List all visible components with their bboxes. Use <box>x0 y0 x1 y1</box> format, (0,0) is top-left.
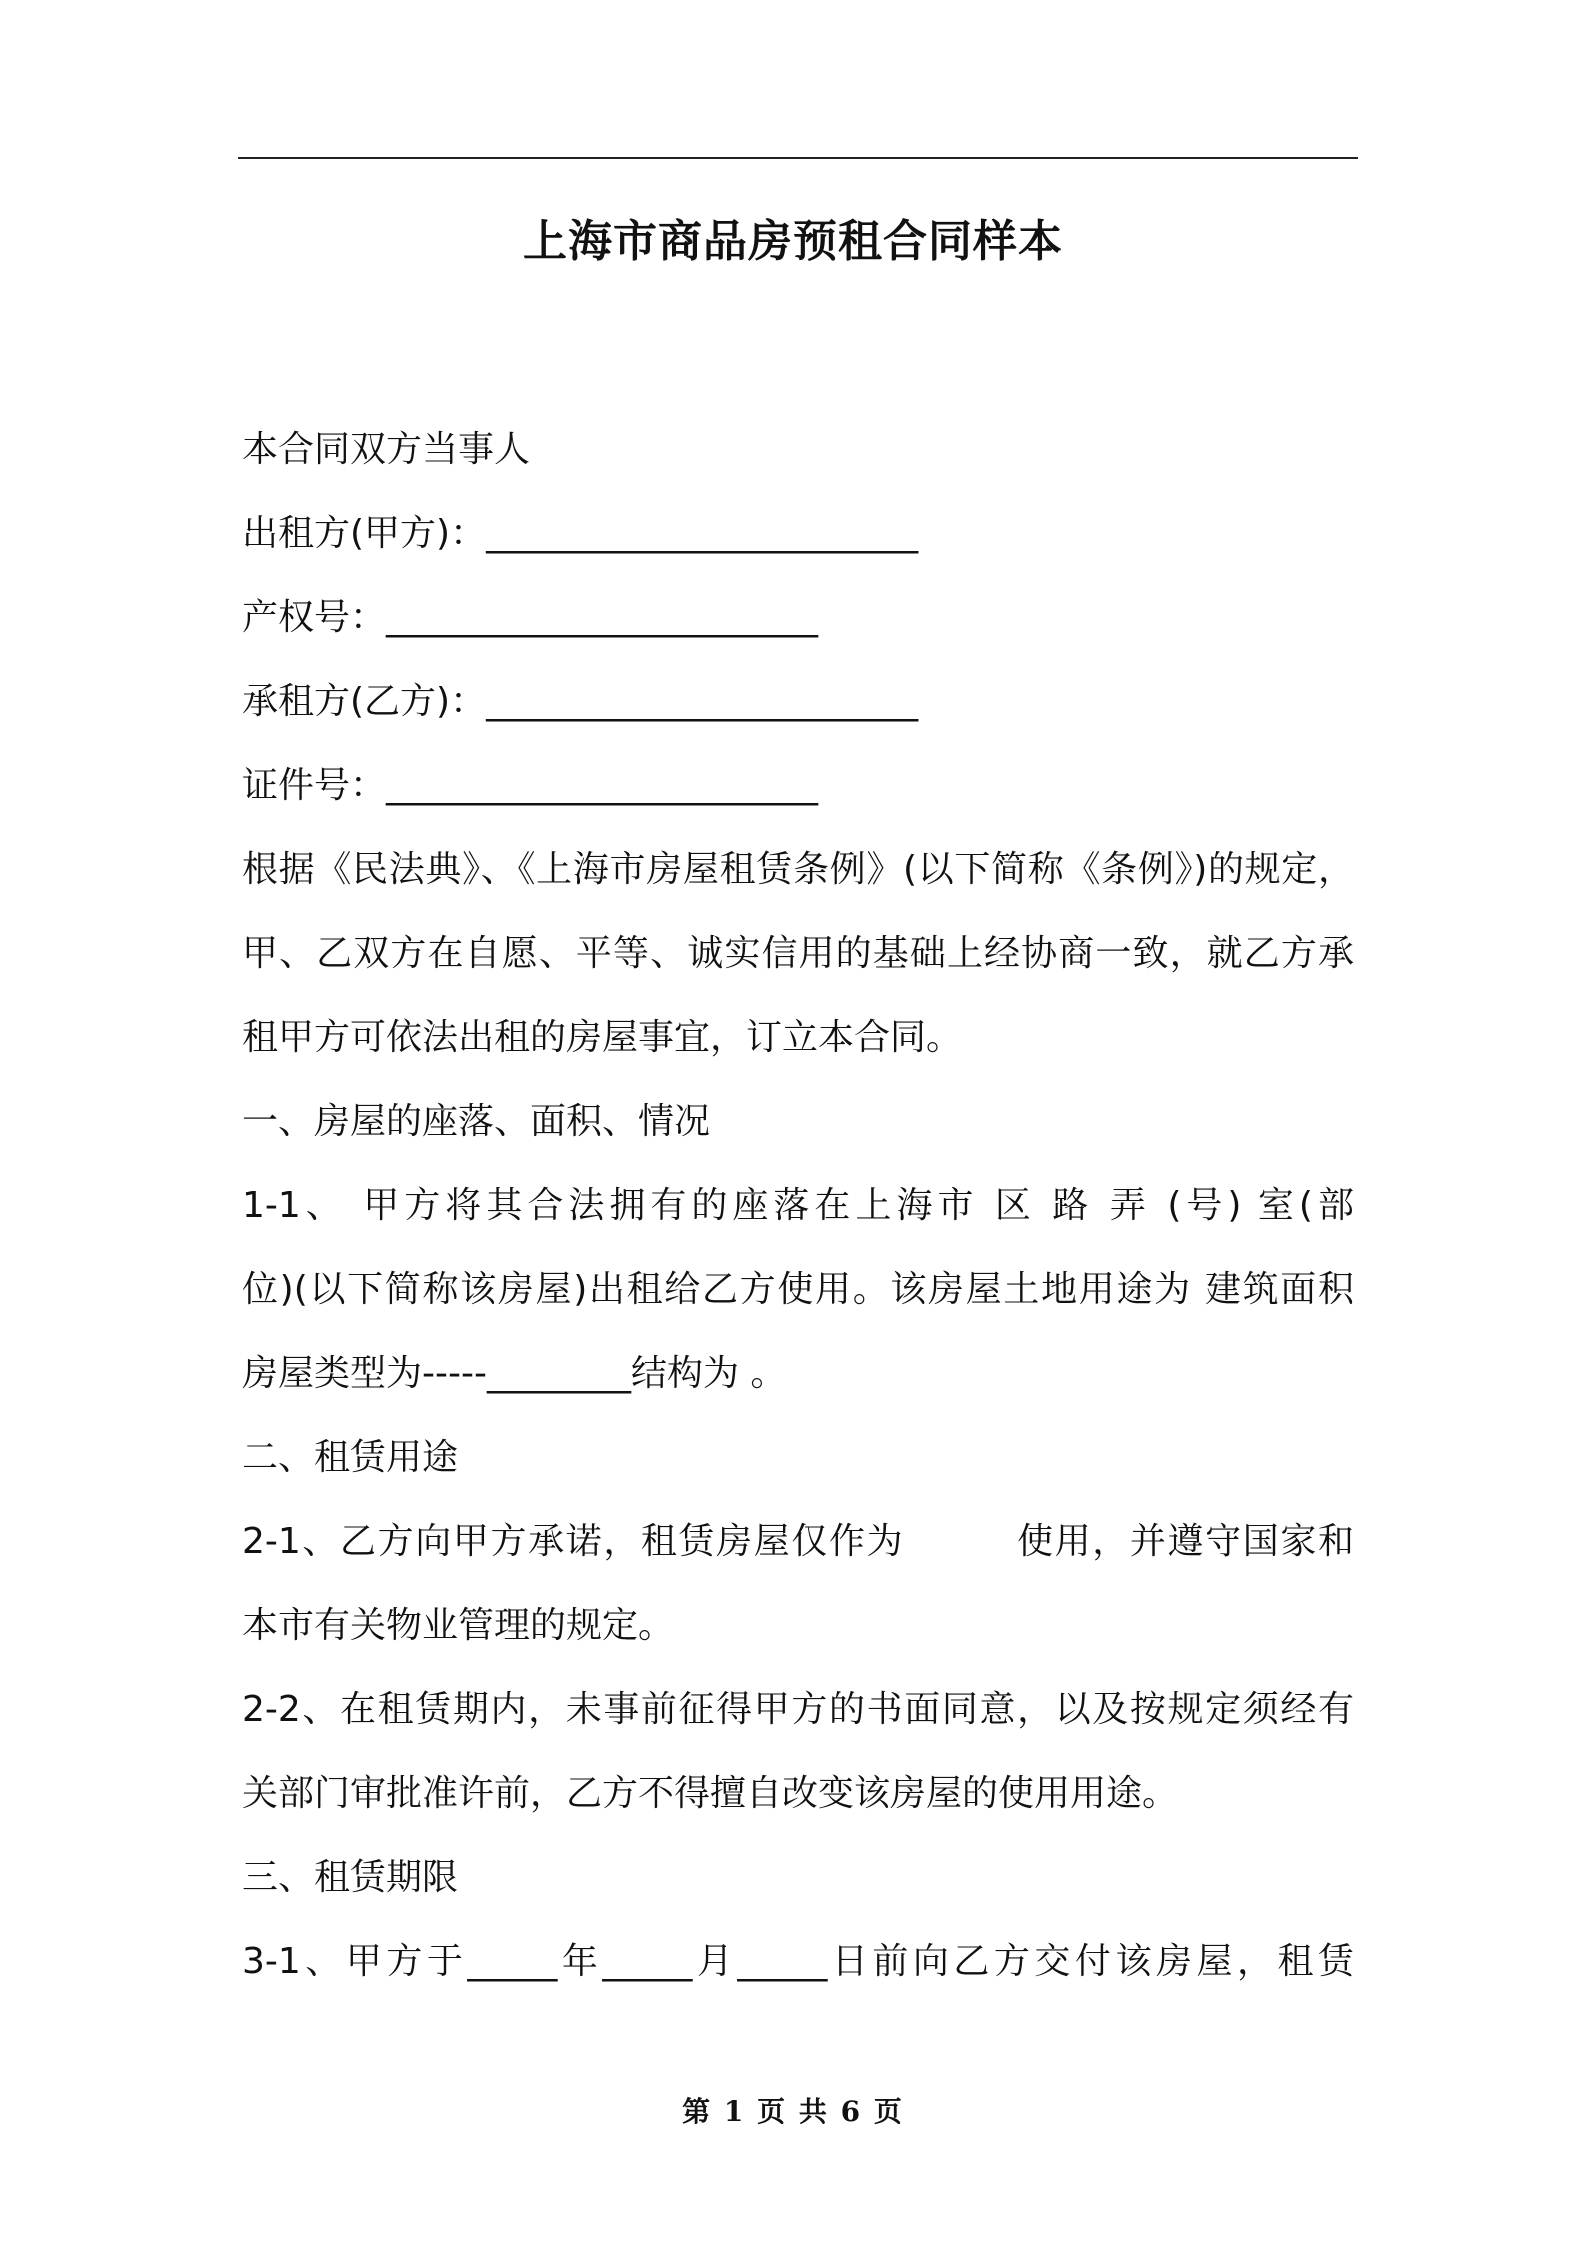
parties-heading: 本合同双方当事人 <box>242 429 531 470</box>
preamble-line-1: 根据《民法典》、《上海市房屋租赁条例》(以下简称《条例》)的规定， <box>242 849 1354 890</box>
id-number-line: 证件号：________________________ <box>242 765 819 806</box>
document-body <box>242 408 1354 2004</box>
document-title: 上海市商品房预租合同样本 <box>523 216 1063 267</box>
clause-2-2-line-1: 2-2、在租赁期内，未事前征得甲方的书面同意，以及按规定须经有 <box>242 1689 1354 1730</box>
page-number-footer: 第 1 页 共 6 页 <box>682 2095 904 2128</box>
clause-1-1-line-3: 房屋类型为-----________结构为 。 <box>242 1353 787 1394</box>
clause-1-1-line-1: 1-1、 甲方将其合法拥有的座落在上海市 区 路 弄 (号) 室(部 <box>242 1185 1354 1226</box>
preamble-line-2: 甲、乙双方在自愿、平等、诚实信用的基础上经协商一致，就乙方承 <box>242 933 1354 974</box>
lessor-line: 出租方(甲方)：________________________ <box>242 513 919 554</box>
property-right-number-line: 产权号：________________________ <box>242 597 819 638</box>
preamble-line-3: 租甲方可依法出租的房屋事宜，订立本合同。 <box>242 1017 963 1058</box>
clause-2-2-line-2: 关部门审批准许前，乙方不得擅自改变该房屋的使用用途。 <box>242 1773 1179 1814</box>
clause-1-1-line-2: 位)(以下简称该房屋)出租给乙方使用。该房屋土地用途为 建筑面积 <box>242 1269 1354 1310</box>
section-2-heading: 二、租赁用途 <box>242 1437 459 1478</box>
section-1-heading: 一、房屋的座落、面积、情况 <box>242 1101 711 1142</box>
clause-3-1-line-1: 3-1、甲方于_____年_____月_____日前向乙方交付该房屋，租赁 <box>242 1941 1354 1982</box>
lessee-line: 承租方(乙方)：________________________ <box>242 681 919 722</box>
header-rule <box>238 157 1358 159</box>
clause-2-1-line-1: 2-1、乙方向甲方承诺，租赁房屋仅作为 使用，并遵守国家和 <box>242 1521 1354 1562</box>
clause-2-1-line-2: 本市有关物业管理的规定。 <box>242 1605 675 1646</box>
section-3-heading: 三、租赁期限 <box>242 1857 459 1898</box>
